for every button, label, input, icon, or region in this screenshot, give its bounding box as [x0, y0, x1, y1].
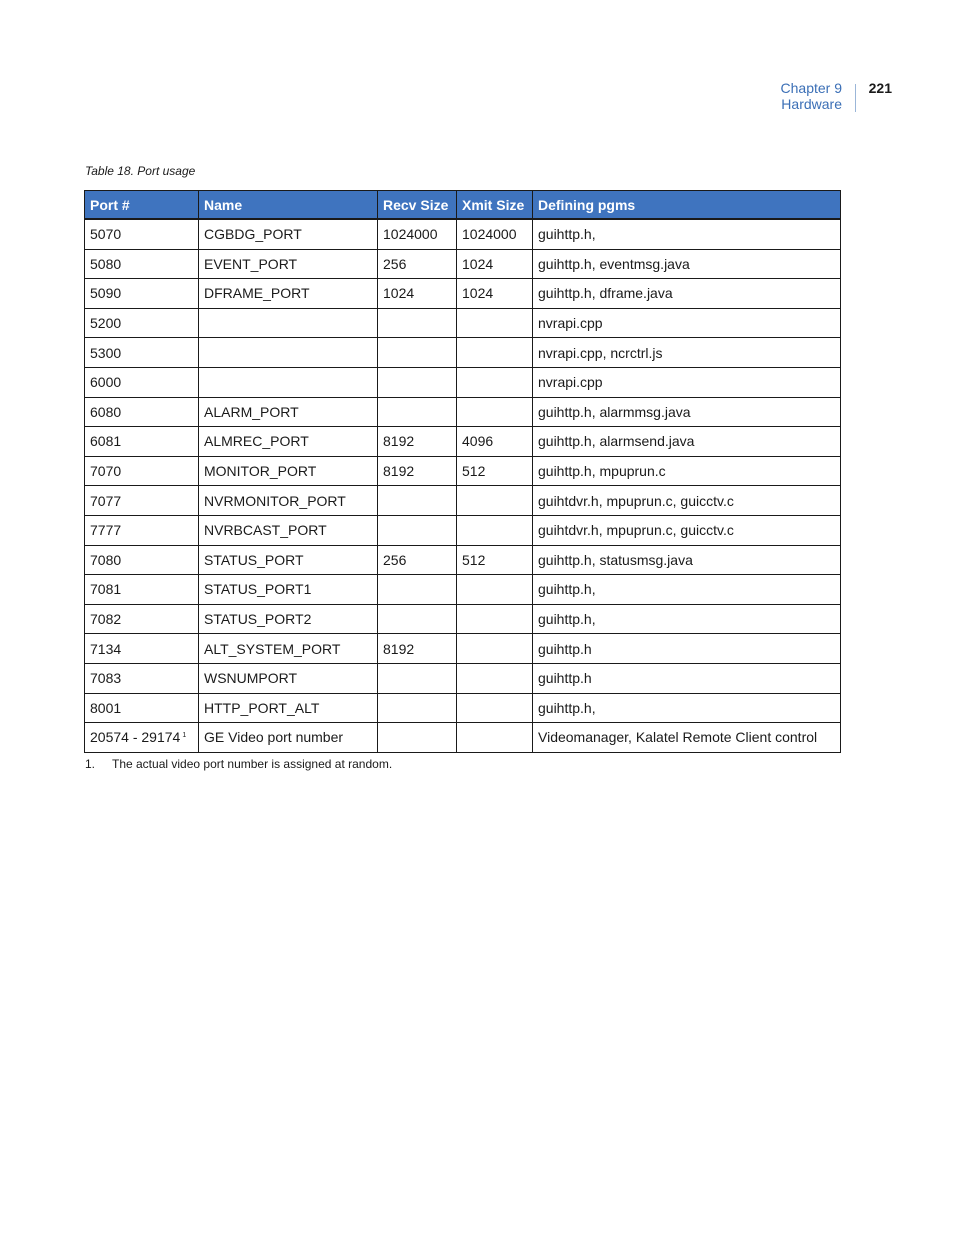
- port-value: 20574 - 29174: [90, 729, 181, 746]
- cell-name: DFRAME_PORT: [199, 279, 378, 309]
- cell-port: 7082: [85, 604, 199, 634]
- column-header-defining-pgms: Defining pgms: [533, 191, 841, 220]
- cell-port: 6080: [85, 397, 199, 427]
- cell-recv-size: [378, 308, 457, 338]
- cell-recv-size: 1024000: [378, 219, 457, 249]
- table-row: [85, 634, 841, 664]
- cell-defining-pgms: guihttp.h, alarmsend.java: [533, 427, 841, 457]
- cell-recv-size: 8192: [378, 427, 457, 457]
- cell-defining-pgms: nvrapi.cpp: [533, 367, 841, 397]
- cell-name: ALARM_PORT: [199, 397, 378, 427]
- cell-defining-pgms: guihttp.h, dframe.java: [533, 279, 841, 309]
- table-row: [85, 338, 841, 368]
- page-number: 221: [868, 80, 892, 96]
- cell-name: STATUS_PORT2: [199, 604, 378, 634]
- cell-name: EVENT_PORT: [199, 249, 378, 279]
- cell-name: HTTP_PORT_ALT: [199, 693, 378, 723]
- cell-port: 7081: [85, 575, 199, 605]
- port-usage-table: [84, 190, 841, 753]
- cell-recv-size: 1024: [378, 279, 457, 309]
- cell-name: STATUS_PORT: [199, 545, 378, 575]
- cell-defining-pgms: guihttp.h,: [533, 604, 841, 634]
- cell-recv-size: [378, 663, 457, 693]
- cell-defining-pgms: guihttp.h,: [533, 219, 841, 249]
- cell-recv-size: 256: [378, 249, 457, 279]
- cell-defining-pgms: guihttp.h, alarmmsg.java: [533, 397, 841, 427]
- table-row: [85, 723, 841, 753]
- cell-recv-size: [378, 367, 457, 397]
- cell-name: NVRMONITOR_PORT: [199, 486, 378, 516]
- cell-recv-size: [378, 723, 457, 753]
- cell-defining-pgms: guihttp.h, eventmsg.java: [533, 249, 841, 279]
- cell-name: GE Video port number: [199, 723, 378, 753]
- table-row: [85, 575, 841, 605]
- cell-recv-size: [378, 575, 457, 605]
- cell-xmit-size: [457, 308, 533, 338]
- cell-xmit-size: 1024: [457, 249, 533, 279]
- footnote-text: The actual video port number is assigned at random.: [112, 757, 393, 771]
- cell-recv-size: [378, 486, 457, 516]
- table-caption: Table 18. Port usage: [85, 164, 196, 178]
- table-row: [85, 604, 841, 634]
- cell-port: 5090: [85, 279, 199, 309]
- chapter-label: Chapter 9: [780, 80, 842, 96]
- cell-name: STATUS_PORT1: [199, 575, 378, 605]
- table-row: [85, 486, 841, 516]
- cell-port: 7070: [85, 456, 199, 486]
- cell-defining-pgms: guihtdvr.h, mpuprun.c, guicctv.c: [533, 486, 841, 516]
- table-body: [85, 219, 841, 752]
- cell-port: [85, 723, 199, 753]
- cell-name: MONITOR_PORT: [199, 456, 378, 486]
- cell-recv-size: [378, 693, 457, 723]
- cell-recv-size: 256: [378, 545, 457, 575]
- column-header-recv-size: Recv Size: [378, 191, 457, 220]
- cell-port: 7083: [85, 663, 199, 693]
- table-row: [85, 249, 841, 279]
- table-row: [85, 219, 841, 249]
- cell-recv-size: 8192: [378, 456, 457, 486]
- table-row: [85, 456, 841, 486]
- cell-defining-pgms: guihttp.h,: [533, 575, 841, 605]
- table-row: [85, 397, 841, 427]
- cell-xmit-size: [457, 397, 533, 427]
- cell-port: 7134: [85, 634, 199, 664]
- section-label: Hardware: [781, 96, 842, 112]
- chapter-info: [781, 80, 842, 112]
- cell-name: NVRBCAST_PORT: [199, 515, 378, 545]
- cell-defining-pgms: nvrapi.cpp, ncrctrl.js: [533, 338, 841, 368]
- cell-xmit-size: [457, 634, 533, 664]
- footnote: [85, 757, 392, 771]
- cell-defining-pgms: Videomanager, Kalatel Remote Client control: [533, 723, 841, 753]
- cell-defining-pgms: guihttp.h: [533, 663, 841, 693]
- table-header-row: [85, 191, 841, 220]
- cell-recv-size: [378, 515, 457, 545]
- cell-xmit-size: 512: [457, 545, 533, 575]
- table-row: [85, 427, 841, 457]
- cell-xmit-size: 512: [457, 456, 533, 486]
- cell-name: CGBDG_PORT: [199, 219, 378, 249]
- cell-port: 5200: [85, 308, 199, 338]
- column-header-name: Name: [199, 191, 378, 220]
- cell-name: [199, 308, 378, 338]
- cell-defining-pgms: guihttp.h,: [533, 693, 841, 723]
- cell-xmit-size: [457, 723, 533, 753]
- cell-defining-pgms: nvrapi.cpp: [533, 308, 841, 338]
- cell-defining-pgms: guihtdvr.h, mpuprun.c, guicctv.c: [533, 515, 841, 545]
- cell-xmit-size: [457, 575, 533, 605]
- cell-port: 6000: [85, 367, 199, 397]
- cell-xmit-size: [457, 515, 533, 545]
- table-row: [85, 693, 841, 723]
- cell-port: 7777: [85, 515, 199, 545]
- cell-name: ALMREC_PORT: [199, 427, 378, 457]
- cell-port: 6081: [85, 427, 199, 457]
- cell-xmit-size: [457, 693, 533, 723]
- column-header-xmit-size: Xmit Size: [457, 191, 533, 220]
- cell-recv-size: [378, 397, 457, 427]
- cell-port: 5080: [85, 249, 199, 279]
- column-header-port: Port #: [85, 191, 199, 220]
- cell-defining-pgms: guihttp.h, mpuprun.c: [533, 456, 841, 486]
- cell-xmit-size: 1024: [457, 279, 533, 309]
- footnote-marker: 1: [182, 731, 187, 739]
- cell-port: 8001: [85, 693, 199, 723]
- cell-recv-size: [378, 338, 457, 368]
- cell-defining-pgms: guihttp.h, statusmsg.java: [533, 545, 841, 575]
- cell-port: 5070: [85, 219, 199, 249]
- cell-port: 5300: [85, 338, 199, 368]
- running-header: [700, 80, 894, 114]
- cell-name: ALT_SYSTEM_PORT: [199, 634, 378, 664]
- header-divider: [855, 84, 856, 112]
- table-row: [85, 545, 841, 575]
- cell-xmit-size: 1024000: [457, 219, 533, 249]
- cell-name: [199, 338, 378, 368]
- table-row: [85, 367, 841, 397]
- cell-defining-pgms: guihttp.h: [533, 634, 841, 664]
- table-row: [85, 515, 841, 545]
- cell-xmit-size: [457, 604, 533, 634]
- cell-port: 7080: [85, 545, 199, 575]
- table-row: [85, 308, 841, 338]
- cell-port: 7077: [85, 486, 199, 516]
- cell-recv-size: [378, 604, 457, 634]
- cell-xmit-size: [457, 486, 533, 516]
- cell-name: WSNUMPORT: [199, 663, 378, 693]
- cell-xmit-size: [457, 663, 533, 693]
- table-row: [85, 279, 841, 309]
- cell-xmit-size: [457, 338, 533, 368]
- table-row: [85, 663, 841, 693]
- cell-xmit-size: [457, 367, 533, 397]
- cell-name: [199, 367, 378, 397]
- footnote-number: 1.: [85, 757, 96, 771]
- cell-recv-size: 8192: [378, 634, 457, 664]
- cell-xmit-size: 4096: [457, 427, 533, 457]
